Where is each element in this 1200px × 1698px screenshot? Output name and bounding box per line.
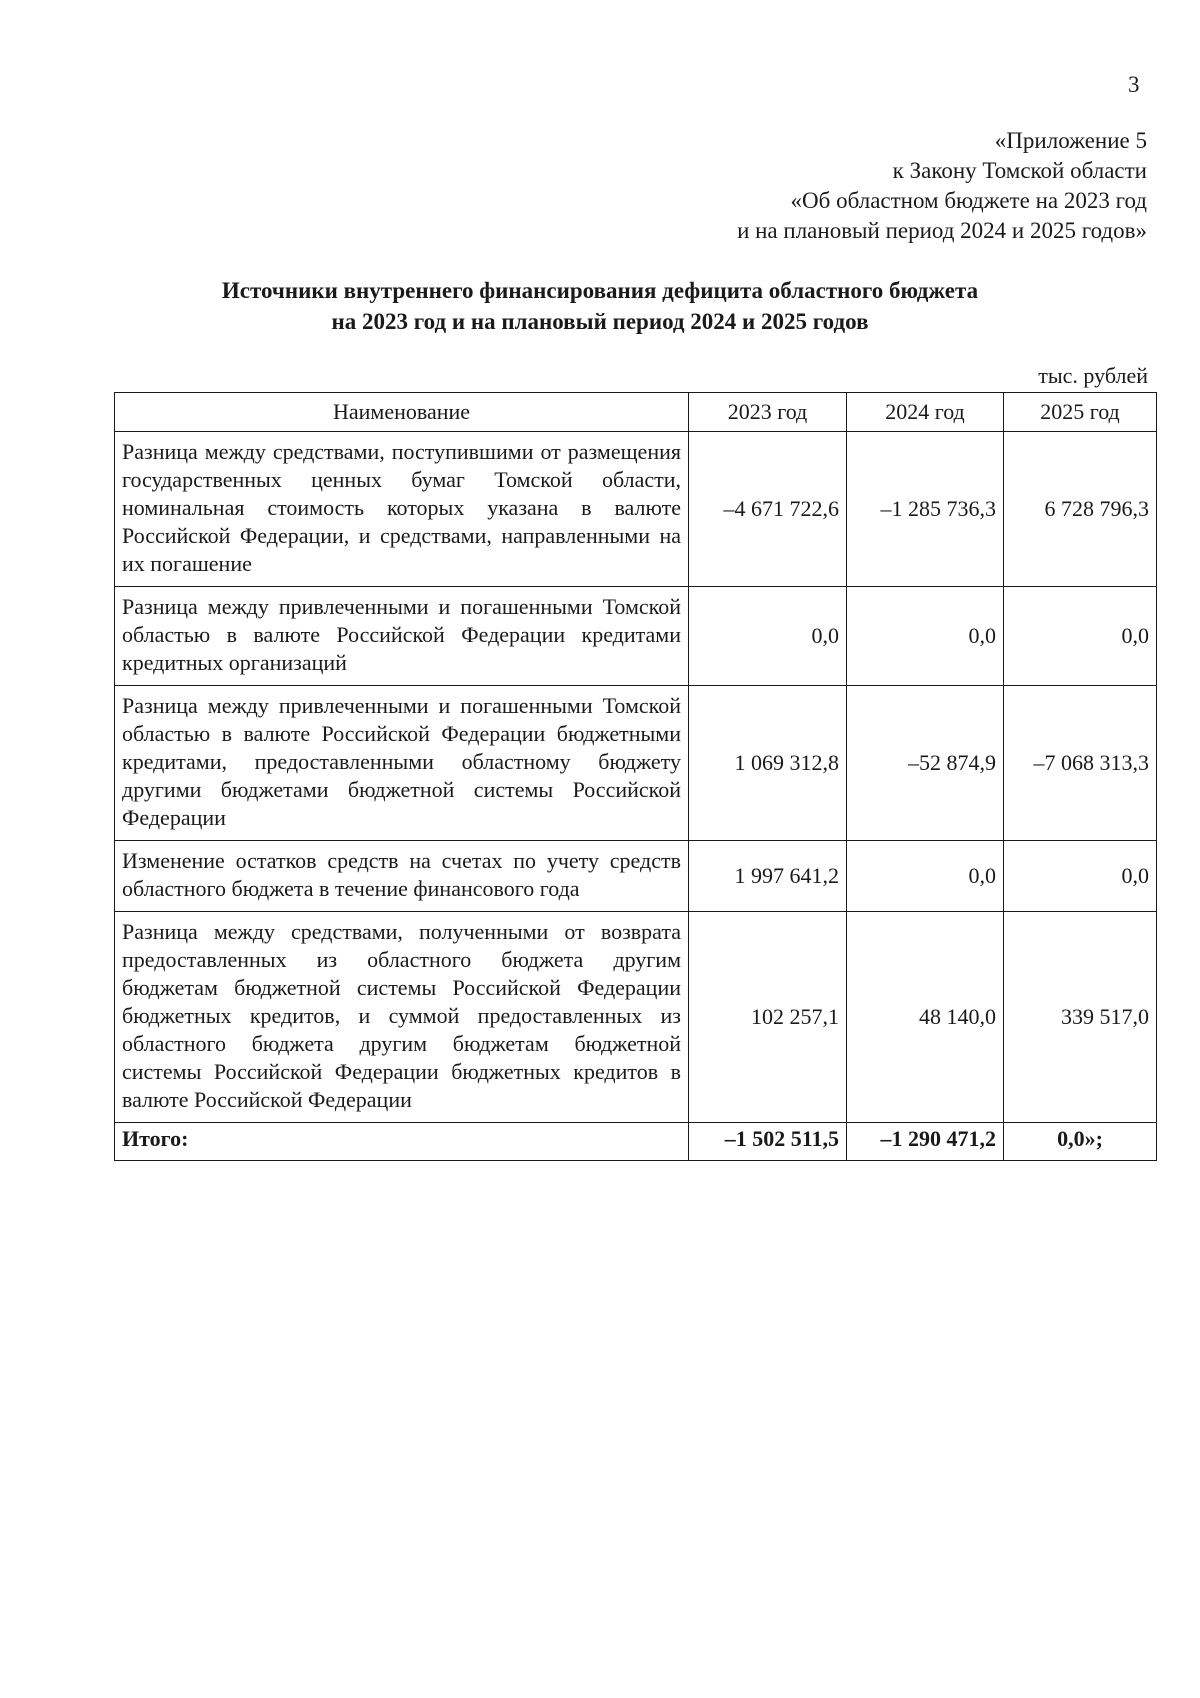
appendix-line: к Закону Томской области bbox=[892, 158, 1147, 183]
value-2024: 0,0 bbox=[847, 587, 1004, 686]
row-name: Разница между привлеченными и погашенными Томской областью в валюте Российской Федерации кредитами кредитных организаций bbox=[115, 587, 689, 686]
document-title-line: на 2023 год и на плановый период 2024 и 2025 годов bbox=[331, 309, 869, 334]
value-2023: 0,0 bbox=[689, 587, 847, 686]
table-row bbox=[115, 587, 1157, 686]
value-2023: –4 671 722,6 bbox=[689, 432, 847, 587]
document-title-line: Источники внутреннего финансирования дефицита областного бюджета bbox=[221, 278, 979, 303]
value-2024: 0,0 bbox=[847, 841, 1004, 912]
column-header-name: Наименование bbox=[115, 393, 689, 432]
document-title bbox=[0, 275, 1200, 337]
table-row bbox=[115, 912, 1157, 1123]
value-2024: –52 874,9 bbox=[847, 686, 1004, 841]
total-2025: 0,0»; bbox=[1004, 1123, 1157, 1161]
table-row bbox=[115, 841, 1157, 912]
value-2025: 0,0 bbox=[1004, 841, 1157, 912]
value-2023: 1 997 641,2 bbox=[689, 841, 847, 912]
column-header-2025: 2025 год bbox=[1004, 393, 1157, 432]
row-name: Разница между средствами, поступившими от размещения государственных ценных бумаг Томской области, номинальная стоимость которых указана в валюте Российской Федерации, и средствами, направленными на их погашение bbox=[115, 432, 689, 587]
total-2024: –1 290 471,2 bbox=[847, 1123, 1004, 1161]
value-2025: –7 068 313,3 bbox=[1004, 686, 1157, 841]
column-header-2023: 2023 год bbox=[689, 393, 847, 432]
total-2023: –1 502 511,5 bbox=[689, 1123, 847, 1161]
appendix-line: «Приложение 5 bbox=[994, 128, 1147, 153]
table-row bbox=[115, 432, 1157, 587]
value-2023: 1 069 312,8 bbox=[689, 686, 847, 841]
page-number: 3 bbox=[1128, 72, 1140, 97]
appendix-line: и на плановый период 2024 и 2025 годов» bbox=[737, 218, 1147, 243]
table-header-row bbox=[115, 393, 1157, 432]
total-row bbox=[115, 1123, 1157, 1161]
row-name: Разница между средствами, полученными от возврата предоставленных из областного бюджета другим бюджетам бюджетной системы Российской Федерации бюджетных кредитов, и суммой предоставленных из областного бюджета другим бюджетам бюджетной системы Российской Федерации бюджетных кредитов в валюте Российской Федерации bbox=[115, 912, 689, 1123]
units-label: тыс. рублей bbox=[1038, 363, 1148, 388]
budget-table bbox=[114, 392, 1157, 1161]
column-header-2024: 2024 год bbox=[847, 393, 1004, 432]
appendix-line: «Об областном бюджете на 2023 год bbox=[790, 188, 1147, 213]
row-name: Изменение остатков средств на счетах по учету средств областного бюджета в течение финансового года bbox=[115, 841, 689, 912]
table-row bbox=[115, 686, 1157, 841]
value-2025: 339 517,0 bbox=[1004, 912, 1157, 1123]
appendix-reference bbox=[737, 126, 1147, 246]
row-name: Разница между привлеченными и погашенными Томской областью в валюте Российской Федерации бюджетными кредитами, предоставленными областному бюджету другими бюджетами бюджетной системы Российской Федерации bbox=[115, 686, 689, 841]
value-2024: –1 285 736,3 bbox=[847, 432, 1004, 587]
value-2023: 102 257,1 bbox=[689, 912, 847, 1123]
total-label: Итого: bbox=[115, 1123, 689, 1161]
value-2024: 48 140,0 bbox=[847, 912, 1004, 1123]
value-2025: 6 728 796,3 bbox=[1004, 432, 1157, 587]
value-2025: 0,0 bbox=[1004, 587, 1157, 686]
